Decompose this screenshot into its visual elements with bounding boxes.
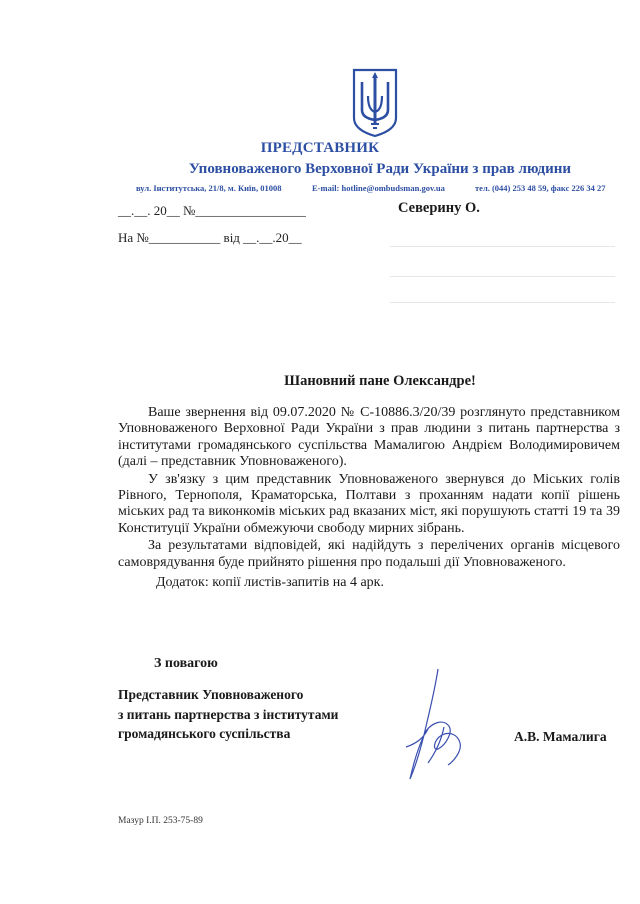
- scan-artifact-line: [390, 302, 615, 303]
- executor-footer: Мазур І.П. 253-75-89: [118, 816, 203, 826]
- outgoing-registration-line: __.__. 20__ №_________________: [118, 203, 306, 218]
- signatory-name: А.В. Мамалига: [514, 729, 607, 744]
- email-text: E-mail: hotline@ombudsman.gov.ua: [312, 183, 445, 193]
- attachment-note: Додаток: копії листів-запитів на 4 арк.: [156, 574, 384, 590]
- signatory-title: [118, 685, 338, 744]
- signatory-title-line: громадянського суспільства: [118, 726, 291, 741]
- salutation: Шановний пане Олександре!: [284, 373, 476, 389]
- incoming-reference-line: На №___________ від __.__.20__: [118, 230, 302, 245]
- body-paragraph: Ваше звернення від 09.07.2020 № С-10886.3/20/39 розглянуто представником Уповноваженого Верховної Ради України з прав людини з питань партнерства з інститутами громадянського суспільства Мамалигою Андрієм Володимировичем (далі – представник Уповноваженого).: [118, 405, 620, 469]
- trident-emblem-icon: [350, 66, 400, 138]
- body-paragraph: У зв'язку з цим представник Уповноваженого звернувся до Міських голів Рівного, Тернополя, Краматорська, Полтави з проханням надати копії рішень міських рад та виконкомів міських рад вказаних міст, які порушують статті 19 та 39 Конституції України обмежуючи свободу мирних зібрань.: [118, 471, 620, 536]
- signatory-title-line: з питань партнерства з інститутами: [118, 706, 339, 722]
- scan-artifact-line: [390, 246, 615, 247]
- recipient-name: Северину О.: [398, 200, 480, 216]
- phone-text: тел. (044) 253 48 59, факс 226 34 27: [475, 183, 606, 193]
- address-text: вул. Інститутська, 21/8, м. Київ, 01008: [136, 183, 282, 193]
- org-title: ПРЕДСТАВНИК: [260, 140, 380, 156]
- handwritten-signature-icon: [398, 665, 470, 785]
- org-subtitle: Уповноваженого Верховної Ради України з прав людини: [188, 161, 572, 177]
- scan-artifact-line: [390, 276, 615, 277]
- body-paragraph: За результатами відповідей, які надійдуть з перелічених органів місцевого самоврядування буде прийнято рішення про подальші дії Уповноваженого.: [118, 538, 620, 570]
- letter-body: [118, 405, 620, 593]
- closing-phrase: З повагою: [154, 656, 218, 671]
- signatory-title-line: Представник Уповноваженого: [118, 687, 304, 702]
